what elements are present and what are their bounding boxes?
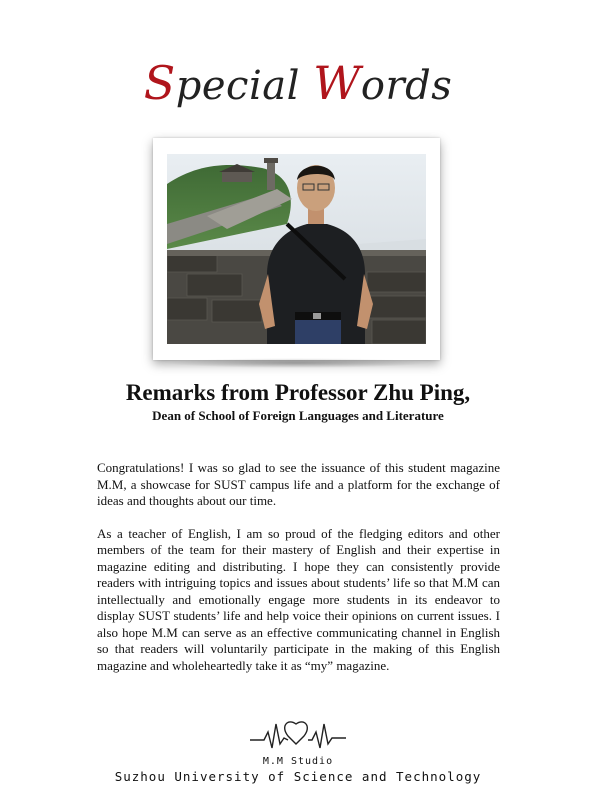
paragraph: As a teacher of English, I am so proud of the fledging editors and other members of the team for their mastery of English and their expertise in magazine editing and distributing. I hope they can consistently provide readers with intriguing topics and issues about students’ life so that M.M can intellectually and emotionally engage more students in its endeavor to display SUST students’ life and help voice their opinions on current issues. I also hope M.M can serve as an effective communicating channel in English so that readers will voluntarily participate in the making of this English magazine and wholeheartedly take it as “my” magazine. (97, 525, 500, 673)
portrait-photo (167, 154, 426, 344)
title-cap-s: S (143, 56, 176, 110)
university-name: Suzhou University of Science and Technology (114, 769, 482, 784)
article-heading: Remarks from Professor Zhu Ping, (125, 380, 471, 405)
page-title (0, 56, 596, 110)
title-cap-w: W (313, 56, 361, 110)
article-subheading: Dean of School of Foreign Languages and Literature (152, 408, 444, 423)
article-body (97, 460, 500, 690)
portrait-photo-frame (153, 138, 440, 360)
title-word-words: ords (360, 63, 453, 109)
photo-drop-shadow (165, 358, 428, 368)
heartbeat-logo-icon (250, 714, 346, 754)
paragraph: Congratulations! I was so glad to see the issuance of this student magazine M.M, a showcase for SUST campus life and a platform for the exchange of ideas and thoughts about our time. (97, 460, 500, 508)
title-word-special: pecial (175, 63, 300, 109)
studio-name: M.M Studio (262, 756, 334, 767)
